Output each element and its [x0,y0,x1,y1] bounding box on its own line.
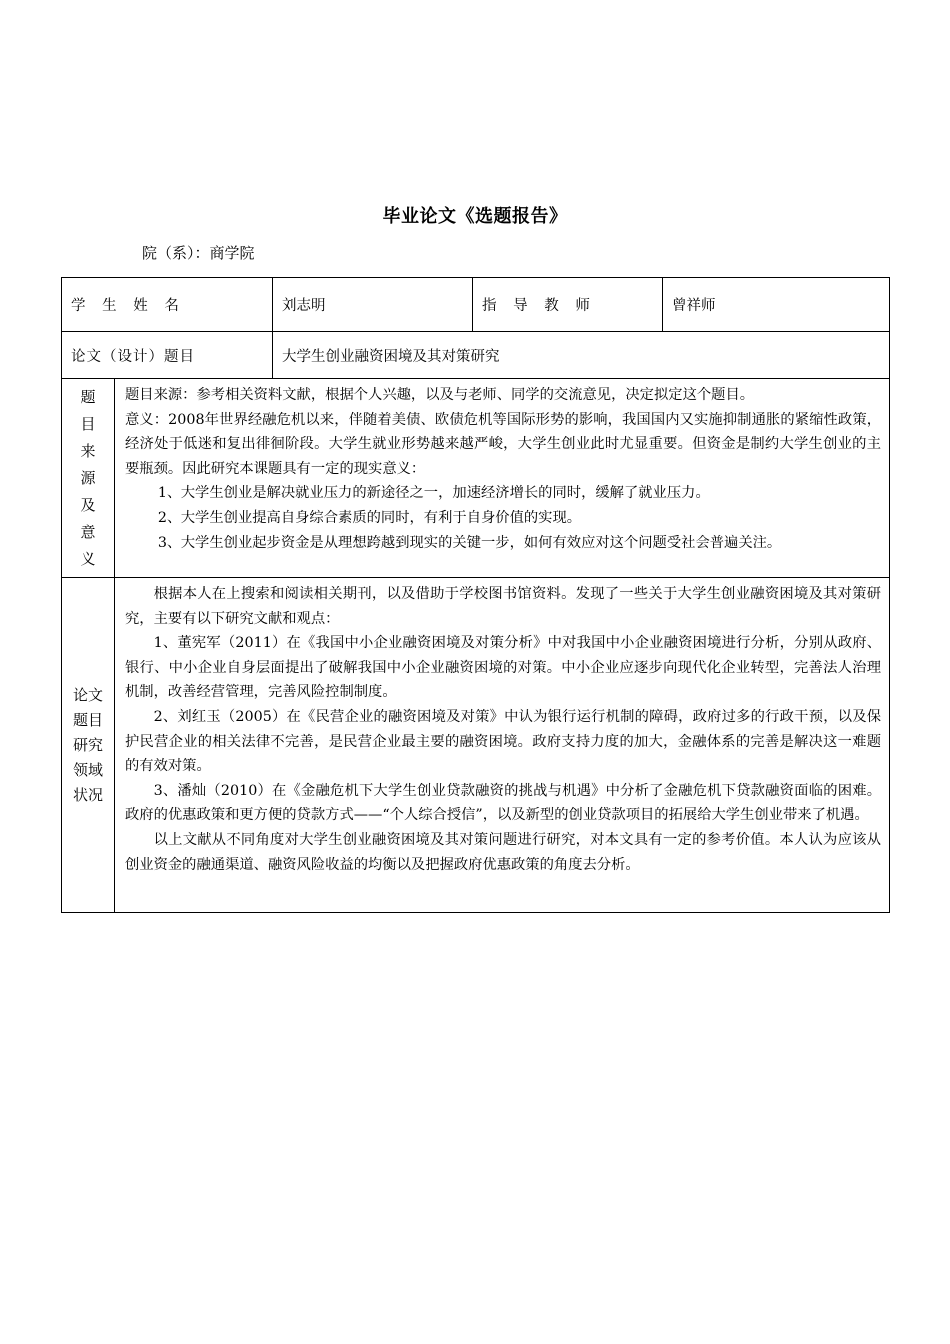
label-char: 目 [80,414,96,433]
list-item [125,506,881,531]
list-item [125,481,881,506]
list-number: 2、 [157,509,182,526]
topic-label: 论文（设计）题目 [62,332,273,379]
list-number: 1、 [157,485,182,502]
advisor-label: 指 导 教 师 [473,278,663,332]
label-char: 题 [80,387,96,406]
label-char: 及 [80,495,96,514]
topic-value: 大学生创业融资困境及其对策研究 [273,332,890,379]
topic-row [62,332,890,379]
label-char: 题目 [72,710,103,729]
label-char: 意 [80,522,96,541]
student-row [62,278,890,332]
label-char: 来 [80,441,96,460]
label-char: 论文 [72,685,103,704]
research-paragraph: 根据本人在上搜索和阅读相关期刊，以及借助于学校图书馆资料。发现了一些关于大学生创业融资困境及其对策研究，主要有以下研究文献和观点： [125,586,882,627]
report-form-table [61,277,890,913]
student-name-label: 学 生 姓 名 [62,278,273,332]
research-paragraph: 1、董宪军（2011）在《我国中小企业融资困境及对策分析》中对我国中小企业融资困境进行分析，分别从政府、银行、中小企业自身层面提出了破解我国中小企业融资困境的对策。中小企业应逐步向现代化企业转型，完善法人治理机制，改善经营管理，完善风险控制制度。 [125,635,882,701]
student-name-value: 刘志明 [273,278,473,332]
meaning-paragraph: 意义：2008年世界经融危机以来，伴随着美债、欧债危机等国际形势的影响，我国国内又实施抑制通胀的紧缩性政策，经济处于低迷和复出徘徊阶段。大学生就业形势越来越严峻，大学生创业此时尤显重要。但资金是制约大学生创业的主要瓶颈。因此研究本课题具有一定的现实意义： [125,411,882,477]
research-status-row [62,578,890,913]
research-paragraph: 2、刘红玉（2005）在《民营企业的融资困境及对策》中认为银行运行机制的障碍，政府过多的行政干预，以及保护民营企业的相关法律不完善，是民营企业最主要的融资困境。政府支持力度的加大，金融体系的完善是解决这一难题的有效对策。 [125,708,882,775]
list-text: 大学生创业是解决就业压力的新途径之一，加速经济增长的同时，缓解了就业压力。 [180,485,710,502]
list-item [125,531,881,556]
advisor-name-value: 曾祥师 [663,278,890,332]
source-paragraph: 题目来源：参考相关资料文献，根据个人兴趣，以及与老师、同学的交流意见，决定拟定这个题目。 [125,387,755,403]
list-text: 大学生创业提高自身综合素质的同时，有利于自身价值的实现。 [180,509,582,526]
source-meaning-content [115,379,890,578]
label-char: 领域 [72,760,103,779]
label-char: 状况 [72,785,103,804]
department-line: 院（系）：商学院 [142,244,255,262]
research-status-content [115,578,890,913]
label-char: 源 [80,468,96,487]
label-char: 研究 [72,735,103,754]
list-text: 大学生创业起步资金是从理想跨越到现实的关键一步，如何有效应对这个问题受社会普遍关注。 [180,534,782,551]
research-status-label [62,578,115,913]
source-meaning-label [62,379,115,578]
research-paragraph: 以上文献从不同角度对大学生创业融资困境及其对策问题进行研究，对本文具有一定的参考价值。本人认为应该从创业资金的融通渠道、融资风险收益的均衡以及把握政府优惠政策的角度去分析。 [125,831,882,873]
document-title: 毕业论文《选题报告》 [382,206,568,227]
label-char: 义 [80,549,96,568]
list-number: 3、 [157,534,182,551]
source-meaning-row [62,379,890,578]
research-paragraph: 3、潘灿（2010）在《金融危机下大学生创业贷款融资的挑战与机遇》中分析了金融危机下贷款融资面临的困难。政府的优惠政策和更方便的贷款方式——“个人综合授信”，以及新型的创业贷款项目的拓展给大学生创业带来了机遇。 [125,782,882,824]
